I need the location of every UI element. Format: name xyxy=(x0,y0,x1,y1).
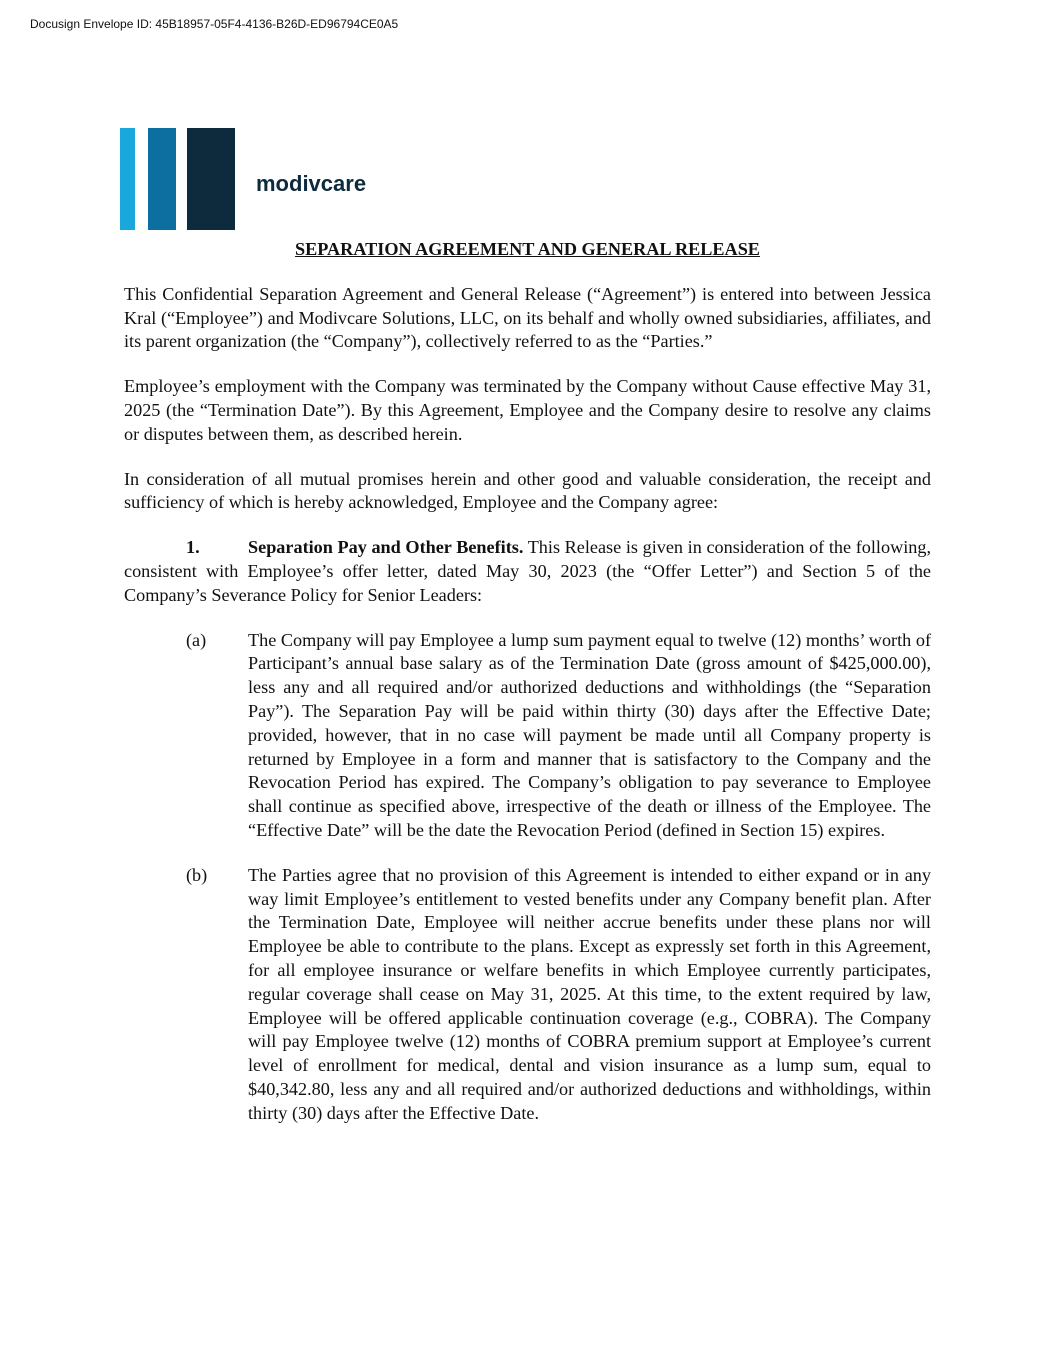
item-text: The Company will pay Employee a lump sum payment equal to twelve (12) months’ worth of Participant’s annual base salary as of the Termination Date (gross amount of $425,000.00), less any and all required and/or authorized deductions and withholdings (the “Separation Pay”). The Separation Pay will be paid within thirty (30) days after the Effective Date; provided, however, that in no case will payment be made until all Company property is returned by Employee in a form and manner that is satisfactory to the Company and the Revocation Period has expired. The Company’s obligation to pay severance to Employee shall continue as specified above, irrespective of the death or illness of the Employee. The “Effective Date” will be the date the Revocation Period (defined in Section 15) expires. xyxy=(248,629,931,840)
logo-wordmark: modivcare xyxy=(256,171,367,196)
item-text: The Parties agree that no provision of this Agreement is intended to either expand or in any way limit Employee’s entitlement to vested benefits under any Company benefit plan. After the Termination Date, Employee will neither accrue benefits under these plans nor will Employee be able to contribute to the plans. Except as expressly set forth in this Agreement, for all employee insurance or welfare benefits in which Employee currently participates, regular coverage shall cease on May 31, 2025. At this time, to the extent required by law, Employee will be offered applicable continuation coverage (e.g., COBRA). The Company will pay Employee twelve (12) months of COBRA premium support at Employee’s current level of enrollment for medical, dental and vision insurance as a lump sum, equal to $40,342.80, less any and all required and/or authorized deductions and withholdings, within thirty (30) days after the Effective Date. xyxy=(248,864,931,1123)
section-1-number: 1. xyxy=(186,537,200,558)
document-title: SEPARATION AGREEMENT AND GENERAL RELEASE xyxy=(295,239,760,259)
item-label: (a) xyxy=(186,629,207,650)
section-1-item-a xyxy=(124,629,931,843)
logo-bar-dark xyxy=(187,128,235,230)
section-1-text: This Release is given in consideration of the following, consistent with Employee’s offer letter, dated May 30, 2023 (the “Offer Letter”) and Section 5 of the Company’s Severance Policy for Senior Leaders: xyxy=(124,537,931,605)
agreement-document xyxy=(124,238,931,1147)
logo-bar-light xyxy=(120,128,135,230)
section-1 xyxy=(124,536,931,607)
item-label: (b) xyxy=(186,864,208,885)
intro-paragraph: This Confidential Separation Agreement and General Release (“Agreement”) is entered into between Jessica Kral (“Employee”) and Modivcare Solutions, LLC, on its behalf and wholly owned subsidiaries, affiliates, and its parent organization (the “Company”), collectively referred to as the “Parties.” xyxy=(124,283,931,352)
logo-bar-medium xyxy=(148,128,176,230)
section-1-item-b xyxy=(124,864,931,1126)
section-1-heading: Separation Pay and Other Benefits. xyxy=(248,537,524,558)
consideration-paragraph: In consideration of all mutual promises herein and other good and valuable consideration, the receipt and sufficiency of which is hereby acknowledged, Employee and the Company agree: xyxy=(124,468,931,513)
termination-paragraph: Employee’s employment with the Company was terminated by the Company without Cause effective May 31, 2025 (the “Termination Date”). By this Agreement, Employee and the Company desire to resolve any claims or disputes between them, as described herein. xyxy=(124,376,931,444)
docusign-envelope-id: Docusign Envelope ID: 45B18957-05F4-4136-B26D-ED96794CE0A5 xyxy=(30,17,399,31)
